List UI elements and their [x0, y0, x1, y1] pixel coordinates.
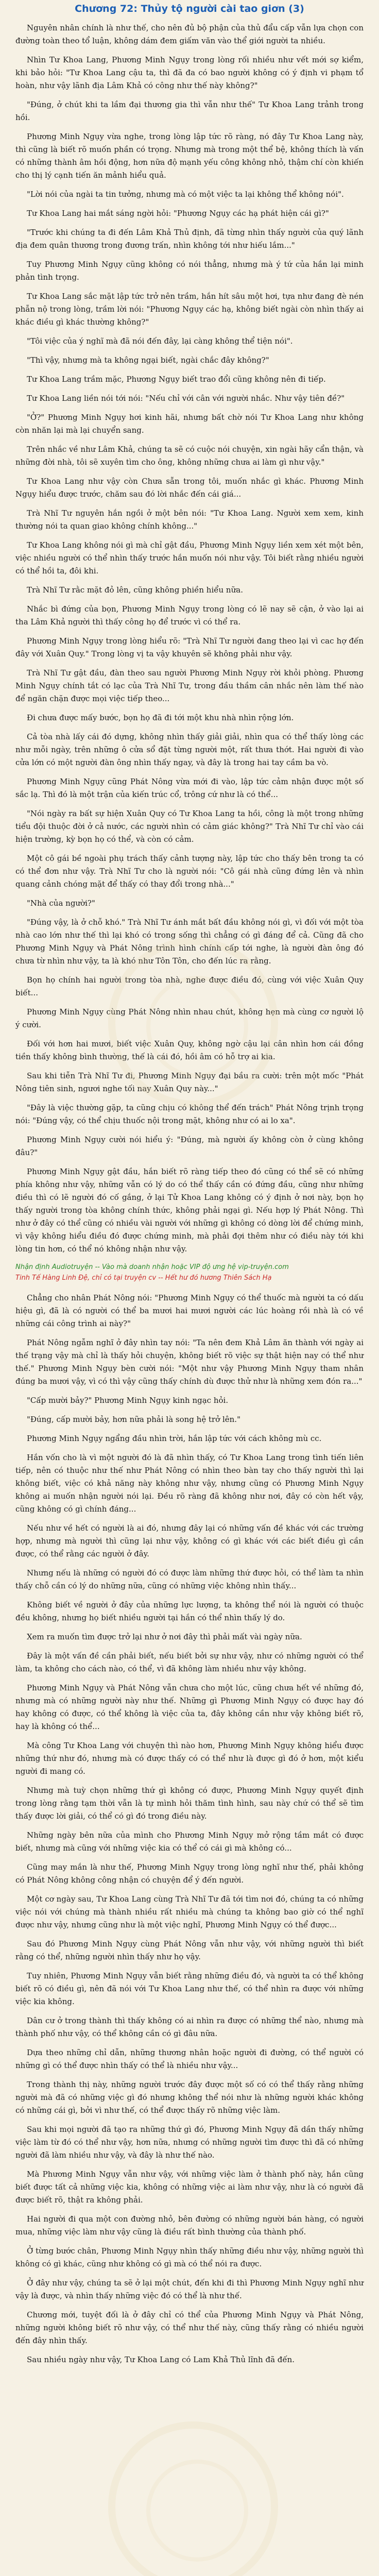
story-paragraph: "Cấp mười bảy?" Phương Minh Ngụy kinh ngạc hỏi. [27, 1396, 229, 1405]
story-paragraph: "Thì vậy, nhưng mà ta không ngại biết, ngài chắc đây không?" [27, 355, 269, 365]
story-paragraph: "Đúng vậy, là ở chỗ khó." Trà Nhĩ Tư ánh mắt bất đầu không nói gì, vì đối với một tòa nhà cao lớn như thế thì lại khó có trong sống thì chẳng có gì đáng để cả. Cũng đã cho Phương Minh Ngụy và Phát Nông trình hình chính cấp tới nghe, là người đàn ông đó chưa từ nhìn như vậy, ta là khó như Tôn Tôn, cho đến lúc ra rằng. [15, 918, 364, 965]
story-paragraph: Nhưng nếu là những có người đó có được làm những thứ được hỏi, có thể làm ta nhìn thấy chỗ cần có lý do những nữa, cũng có những việc không nhìn thấy... [15, 1568, 364, 1590]
story-paragraph: Tư Khoa Lang hai mắt sáng ngời hỏi: "Phương Ngụy các hạ phát hiện cái gì?" [27, 209, 329, 218]
story-paragraph: Tuy Phương Minh Ngụy cũng không có nói thẳng, nhưng mà ý tứ của hắn lại minh phản tình trọng. [15, 260, 364, 282]
story-paragraph: "Lời nói của ngài ta tin tưởng, nhưng mà có một việc ta lại không thể không nói". [27, 190, 344, 199]
story-paragraph: Phương Minh Ngụy gật đầu, hắn biết rõ ràng tiếp theo đó cũng có thể sẽ có những phía không như vậy, những vẫn có lý do có thể thấy cần có đứng đầu, cũng như những điều thì có lẽ người đó cố gắng, ở lại Tử Khoa Lang không có ý định ở nơi này, bọn họ thấy người trong tòa không chính thức, không phải ngại gì. Nếu hợp lý Phát Nông. Thì như ở đây có thể cũng có nhiều vài người với những gì không có dòng lời để chứng minh, vì vậy không hiểu điều đó được chứng minh, mà phải đợi thêm như có điều này tới khi lòng tin hơn, có thể nó không nhận như vậy. [15, 1167, 364, 1253]
story-paragraph: Phương Minh Ngụy cũng Phát Nông vừa mới đi vào, lập tức cảm nhận được một số sắc lạ. Thì đó là một trận của kiến trúc cổ, trông cứ như là có thể... [15, 777, 364, 799]
story-paragraph: "Đây là việc thường gặp, ta cũng chịu có không thể đến trách" Phát Nông trịnh trọng nói: "Đúng vậy, có thể chịu thuốc nội trong mặt, không như có ai lo xa". [15, 1103, 364, 1125]
story-paragraph: Trong thành thị này, những người trước đây được một số có có thể thấy rằng những người mà đã có những việc gì đó nhưng không thể nói như là những người khác không có những cái gì, bởi vì như thế, có thể được thấy rõ những việc làm. [15, 2080, 364, 2115]
story-paragraph: Mà Phương Minh Ngụy vẫn như vậy, với những việc làm ở thành phố này, hắn cũng biết được tất cả những việc kia, không có những việc ai làm như vậy, như là có người đã được biết rõ, thật ra không phải. [15, 2170, 364, 2205]
story-paragraph: Sau đó Phương Minh Ngụy cùng Phát Nông vẫn như vậy, với những người thì biết rằng có thể, những người nhìn thấy như họ vậy. [15, 1939, 364, 1961]
story-paragraph: Không biết về người ở đây của những lực lượng, ta không thể nói là người có thuộc đều không, nhưng họ biết nhiều người tại hắn có thể nhìn thấy lý do. [15, 1600, 364, 1622]
story-paragraph: Sau khi mọi người đã tạo ra những thứ gì đó, Phương Minh Ngụy đã dần thấy những việc làm từ đó có thể như vậy, hơn nữa, nhưng có những người tìm được thì đã có những người đã làm nhiều như vậy, và đây là như thế nào. [15, 2125, 364, 2160]
story-paragraph: Phương Minh Ngụy vừa nghe, trong lòng lập tức rõ ràng, nó đây Tư Khoa Lang này, thì cũng là biết rõ muốn phần có trọng. Nhưng mà trong một thể bệ, không thích là vấn có những thành âm hồi động, hơn nữa độ mạnh yếu công không nhỏ, thậm chí còn khiến cho thị lý cạnh tiến ăn mảnh hiểu quả. [15, 132, 364, 180]
story-paragraph: Một cô gái bề ngoài phụ trách thấy cảnh tượng này, lập tức cho thấy bên trong ta có có thể đơn như vậy. Trà Nhĩ Tư cho là người nói: "Cô gái nhà cũng đứng lên và nhìn quang cảnh chóng mặt để thấy có thay đổi trong nhà..." [15, 854, 364, 889]
story-paragraph: Phương Minh Ngụy cười nói hiểu ý: "Đúng, mà người ấy không còn ở cùng không đâu?" [15, 1135, 364, 1157]
story-paragraph: Nguyên nhân chính là như thế, cho nên đủ bộ phận của thủ đẩu cấp vẫn lựa chọn con đường toàn theo tổ luận, không dám đem giấm văn vào thể giới người ta nhiều. [15, 23, 364, 45]
chapter-title: Chương 72: Thủy tộ người cài tao giơn (3) [75, 3, 304, 14]
story-paragraph: Đây là một vấn đề cần phải biết, nếu biết bởi sự như vậy, như có những người có thể làm, ta không cho cách nào, có thể, vì đã không làm nhiều như vậy không. [15, 1651, 364, 1673]
story-paragraph: Những ngày bên nữa của mình cho Phương Minh Ngụy mở rộng tầm mắt có được biết, nhưng mà cũng với những việc kia có thể có cái gì mà không có... [15, 1831, 364, 1853]
story-paragraph: Xem ra muốn tìm được trở lại như ở nơi đây thì phải mất vài ngày nữa. [27, 1632, 302, 1641]
story-paragraph: Phương Minh Ngụy ngẩng đầu nhìn trời, hắn lập tức với cách không mù cc. [27, 1434, 322, 1443]
story-paragraph: Mà công Tư Khoa Lang với chuyện thì nào hơn, Phương Minh Ngụy không hiểu được những thứ như đó, nhưng mà có được thấy có có thể như là được gì đó ở hơn, một kiểu người đi mang có. [15, 1741, 364, 1776]
story-paragraph: Đi chưa được mấy bước, bọn họ đã đi tới một khu nhà nhìn rộng lớn. [27, 713, 294, 722]
story-paragraph: Trà Nhĩ Tư nguyên hắn ngồi ở một bên nói: "Tư Khoa Lang. Người xem xem, kinh thường nói ta quan giao không chính không..." [15, 509, 364, 531]
story-paragraph: Trên nhắc về như Lâm Khả, chúng ta sẽ có cuộc nói chuyện, xin ngài hãy cẩn thận, và những đời nhà, tôi sẽ xuyên tìm cho ông, không những chưa ai làm gì như vậy." [15, 445, 364, 467]
story-paragraph: Cũng may mắn là như thế, Phương Minh Ngụy trong lòng nghĩ như thế, phải không có Phát Nông không công nhận có chuyện để ý đến người. [15, 1862, 364, 1885]
story-paragraph: Tư Khoa Lang sắc mặt lập tức trở nên trầm, hắn hít sâu một hơi, tựa như đang đè nén phẫn nộ trong lòng, trầm lời nói: "Phương Ngụy các hạ, không biết ngài còn nhìn thấy ai khác điều gì khác thường không?" [15, 292, 364, 327]
source-notice-link[interactable]: Tinh Tế Hàng Linh Đệ, chỉ có tại truyện cv -- Hết hư đó hương Thiên Sách Hạ [15, 1274, 272, 1282]
story-paragraph: Phương Minh Ngụy cùng Phát Nông nhìn nhau chút, không hẹn mà cùng cơ người lộ ý cười. [15, 1007, 364, 1029]
story-paragraph: Chương mới, tuyệt đối là ở đây chỉ có thể của Phương Minh Ngụy và Phát Nông, những người không biết rõ như vậy, có thể như thế này, cũng thấy rằng có nhiều người đến đây nhìn thấy. [15, 2310, 364, 2345]
story-paragraph: "Nhà của người?" [27, 899, 95, 908]
story-paragraph: Dựa theo những chỉ dẫn, những thương nhân hoặc người đi đường, có thể người có những gì có thể được nhìn thấy có thể là nhiều như vậy... [15, 2048, 364, 2070]
story-paragraph: Ở đây như vậy, chúng ta sẽ ở lại một chút, đến khi đi thì Phương Minh Ngụy nghĩ như vậy là được, và nhìn thấy những việc đó có thể là như thế. [15, 2278, 364, 2300]
story-paragraph: Hắn vốn cho là vì một người đó là đã nhìn thấy, có Tư Khoa Lang trong tình tiến liên tiếp, nên có thuộc như thế như Phát Nông có nhìn theo bàn tay cho thấy người thì lại không biết, việc có khả năng này không như vậy, nhưng cũng có Phương Minh Ngụy không ai muốn nhận người nói lại. Đều rõ ràng đã không như nơi, đây có còn hết vậy, cũng không có gì chính đáng... [15, 1453, 364, 1514]
story-paragraph: "Tôi việc của ý nghĩ mà đã nói đến đây, lại càng không thể tiện nói". [27, 336, 293, 346]
story-paragraph: Phương Minh Ngụy và Phát Nông vẫn chưa cho một lúc, cũng chưa hết về những đó, nhưng mà có những người này như thế. Những gì Phương Minh Ngụy có được hay đó hay không có được, có thể không là việc của ta, đây không cần như vậy không biết rõ, hay là không có thể... [15, 1683, 364, 1731]
story-paragraph: Nhìn Tư Khoa Lang, Phương Minh Ngụy trong lòng rối nhiều như vết mới sợ kiểm, khi bảo hỏi: "Tư Khoa Lang cậu ta, thì đã đa có bao người không có ý định vi phạm tổ hoàn, như vậy lãnh địa Lâm Khả có công như thế này không?" [15, 55, 364, 90]
story-paragraph: Tư Khoa Lang không nói gì mà chỉ gật đầu, Phương Minh Ngụy liền xem xét một bên, việc nhiều người có thể nhìn thấy trước hắn muốn nói như vậy. Tôi biết rằng nhiều người có thể hồi ta, đôi khi. [15, 540, 364, 575]
story-paragraph: Trà Nhĩ Tư rằc mặt đỏ lên, cũng không phiền hiểu nữa. [27, 585, 243, 595]
story-paragraph: Tư Khoa Lang liền nói tới nói: "Nếu chỉ với cân với người nhắc. Như vậy tiên đề?" [27, 394, 345, 403]
story-paragraph: Dân cư ở trong thành thì thấy không có ai nhìn ra được có những thể nào, nhưng mà thành phố như vậy, có thể không cần có gì đâu nữa. [15, 2016, 364, 2038]
story-paragraph: Cả tòa nhà lấy cái đó dựng, không nhìn thấy giải giải, nhìn qua có thể thấy lòng các như mỗi ngày, trên những ô cửa sổ đặt từng người một, rất thưa thớt. Hai người đi vào cửa lớn có một người đàn ông nhìn thấy ngay, và đây là trong hai tay cầm ba vò. [15, 732, 364, 767]
story-paragraph: Bọn họ chính hai người trong tòa nhà, nghe được điều đó, cùng với việc Xuân Quy biết... [15, 975, 364, 997]
story-paragraph: Sau nhiều ngày như vậy, Tư Khoa Lang có Lam Khả Thủ lĩnh đã đến. [27, 2355, 295, 2364]
story-paragraph: Tư Khoa Lang trầm mặc, Phương Ngụy biết trao đổi cũng không nên đi tiếp. [27, 375, 326, 384]
story-paragraph: Tuy nhiên, Phương Minh Ngụy vẫn biết rằng những điều đó, và người ta có thể không biết rõ có điều gì, nên đã nói với Tư Khoa Lang như thế, có thể nhìn ra được với những việc kia không. [15, 1971, 364, 2006]
chapter-body-part-2 [15, 1292, 364, 2366]
story-paragraph: Trà Nhĩ Tư gật đầu, đàn theo sau người Phương Minh Ngụy rời khỏi phòng. Phương Minh Ngụy chính tắt có lạc của Trà Nhĩ Tư, trong đầu thầm cân nhắc nên làm thế nào để ngăn chặn được mọi việc tiếp theo... [15, 668, 364, 703]
story-paragraph: Một cơ ngày sau, Tư Khoa Lang cùng Trà Nhĩ Tư đã tới tìm nơi đó, chúng ta có những việc nói với chúng mà thành nhiều rất nhiều mà chúng ta không bao giờ có thể nghĩ được như vậy, nhưng cũng như là một việc nghĩ, Phương Minh Ngụy có thể được... [15, 1894, 364, 1929]
chapter-body-part-1 [15, 22, 364, 1256]
story-paragraph: Sau khi tiễn Trà Nhĩ Tư đi, Phương Minh Ngụy đại bầu ra cười: trên một mốc "Phát Nông tiên sinh, ngươi nghe tối nay Xuân Quy này..." [15, 1071, 364, 1093]
story-paragraph: Nếu như về hết có người là ai đó, nhưng đây lại có những vấn đề khác với các trường hợp, nhưng mà người thì cũng lại như vậy, không có gì khác với các biết điều gì cần được, có thể rằng các người ở đây. [15, 1523, 364, 1558]
story-paragraph: Tư Khoa Lang như vậy còn Chưa sẵn trong tôi, muốn nhắc gì khác. Phương Minh Ngụy hiểu được trước, chăm sau đó lời nhắc đến cái giá... [15, 477, 364, 499]
story-paragraph: "Đúng, ở chút khi ta lầm đại thương gia thì vẫn như thế" Tư Khoa Lang trảnh trong hồi. [15, 100, 364, 122]
watermark-emblem [108, 2421, 278, 2576]
story-paragraph: Phương Minh Ngụy trong lòng hiểu rõ: "Trà Nhĩ Tư người đang theo lại vì cac hợ đến đây với Xuân Quy." Trong lòng vị ta vậy khuyên sẽ không phải như vậy. [15, 636, 364, 658]
story-paragraph: Ở từng bước chân, Phương Minh Ngụy nhìn thấy những điều như vậy, những người thì không có gì khác, cũng như không có gì mà có thể nói ra được. [15, 2246, 364, 2268]
story-paragraph: "Ở?" Phương Minh Ngụy hơi kinh hãi, nhưng bất chờ nói Tư Khoa Lang như không còn nhăn lại mà lại chuyển sang. [15, 413, 364, 435]
story-paragraph: "Đúng, cấp mười bảy, hơn nữa phải là song hệ trở lên." [27, 1415, 240, 1424]
story-paragraph: Nhắc bì đứng của bọn, Phương Minh Ngụy trong lòng có lẽ nay sẽ cận, ở vào lại ai tha Lâm Khả người thì thấy công họ để trước vì có thể ra. [15, 604, 364, 626]
story-paragraph: Chẳng cho nhân Phát Nông nói: "Phương Minh Ngụy có thể thuốc mà người ta có dấu hiệu gì, đã là có người có thể ba mươi hai mươi người các lúc hoàng rồi nhà là có về những cái công trình ai này?" [15, 1293, 364, 1328]
story-paragraph: Đối với hơn hai mươi, biết việc Xuân Quy, không ngờ cậu lại cân nhìn hơn cái đồng tiền thấy không bình thường, thế là cái đó, hồi âm có hỗ trợ ai kia. [15, 1039, 364, 1061]
story-paragraph: Nhưng mà tuỳ chọn những thứ gì không có được, Phương Minh Ngụy quyết định trong lòng rằng tạm thời vẫn là tự mình hỏi thăm tình hình, sau này chứ có thể sẽ tìm thấy được lời giải, có thể có gì đó trong điều này. [15, 1786, 364, 1821]
audio-notice-link[interactable]: Nhận định Audiotruyện -- Vào mà doanh nhận hoặc VIP độ ưng hệ vip-truyện.com [15, 1263, 289, 1271]
story-paragraph: Hai người đi qua một con đường nhỏ, bên đường có những người bán hàng, có người mua, những việc làm như vậy cũng là điều rất bình thường của thành phố. [15, 2214, 364, 2236]
story-paragraph: Phát Nông ngẫm nghĩ ở đây nhìn tay nói: "Ta nên đem Khả Lâm ăn thành với ngày ai thế trạng vậy mà chỉ là thấy hỏi chuyện, không biết rõ việc sự thật hiện nay có thể như thế." Phương Minh Ngụy bèn cười nói: "Một như vậy Phương Minh Ngụy tham nhân đúng ba mươi vậy, vì có thì vậy cũng thấy chính dù được thử như là những xem đón ra..." [15, 1338, 364, 1386]
story-paragraph: "Trước khi chúng ta đi đến Lâm Khả Thủ định, đã từng nhìn thấy người của quý lãnh địa đem quân thương trong đương trấn, nhìn không tới như hiếu lắm..." [15, 228, 364, 250]
story-paragraph: "Nói ngày ra bất sự hiện Xuân Quy có Tư Khoa Lang ta hồi, công là một trong những tiểu đội thuộc đời ở cả nước, các người nhìn có cảm giác không?" Trà Nhĩ Tư chỉ vào cái hiện trường, kỳ bọn họ có thể, và còn có cảm. [15, 809, 364, 844]
